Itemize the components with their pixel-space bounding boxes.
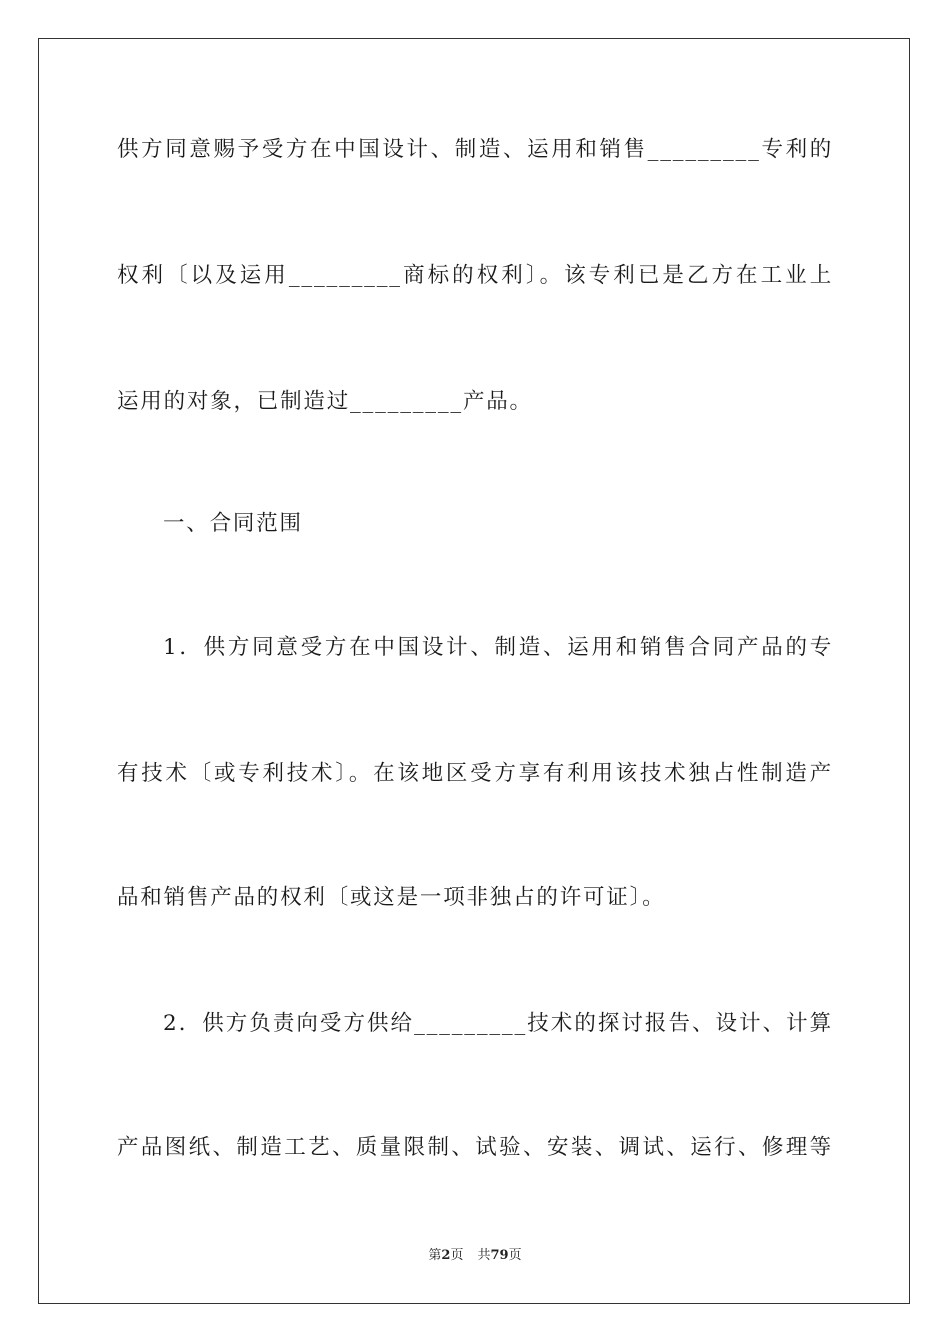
page-border <box>38 38 910 1304</box>
page-prefix: 第 <box>428 1248 442 1263</box>
page-footer <box>0 1248 950 1264</box>
section-heading: 一、合同范围 <box>163 511 303 536</box>
clause-1-line-1: 1．供方同意受方在中国设计、制造、运用和销售合同产品的专 <box>163 635 833 660</box>
body-line-1: 供方同意赐予受方在中国设计、制造、运用和销售_________专利的 <box>117 137 833 162</box>
page-current: 2 <box>441 1248 451 1263</box>
page-total: 79 <box>490 1248 509 1263</box>
clause-2-line-1: 2．供方负责向受方供给_________技术的探讨报告、设计、计算 <box>163 1011 833 1036</box>
clause-1-line-2: 有技术〔或专利技术〕。在该地区受方享有利用该技术独占性制造产 <box>117 761 833 786</box>
page-unit: 页 <box>450 1248 464 1263</box>
total-prefix: 共 <box>477 1248 491 1263</box>
body-line-3: 运用的对象，已制造过_________产品。 <box>117 389 533 414</box>
clause-1-line-3: 品和销售产品的权利〔或这是一项非独占的许可证〕。 <box>117 885 666 910</box>
clause-2-line-2: 产品图纸、制造工艺、质量限制、试验、安装、调试、运行、修理等 <box>117 1135 833 1160</box>
total-unit: 页 <box>508 1248 522 1263</box>
body-line-2: 权利〔以及运用_________商标的权利〕。该专利已是乙方在工业上 <box>117 263 833 288</box>
